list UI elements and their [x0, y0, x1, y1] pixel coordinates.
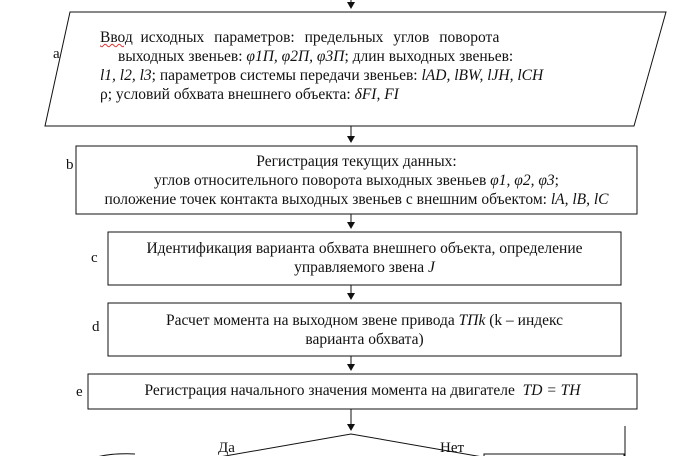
block-e-text: Регистрация начального значения момента на двигателе TD = TН: [144, 382, 581, 399]
block-d-label: d: [92, 319, 100, 335]
block-b-text: Регистрация текущих данных: углов относительного поворота выходных звеньев φ1, φ2, φ3; положение точек контакта выходных звеньев с внешним объектом: lA, lB, lC: [104, 153, 609, 208]
block-c-text: Идентификация варианта обхвата внешнего объекта, определение управляемого звена J: [146, 240, 583, 276]
block-b-label: b: [66, 157, 74, 173]
block-a-text: Ввод исходных параметров: предельных углов поворота выходных звеньев: φ1П, φ2П, φ3П; длин выходных звеньев: l1, l2, l3; параметров системы передачи звеньев: lAD, lBW, lJH, lCH ρ; условий обхвата внешнего объекта: δFI, FI: [100, 29, 544, 103]
block-c-label: c: [91, 250, 98, 266]
decision-yes-label: Да: [218, 440, 235, 456]
block-a-label: a: [53, 46, 60, 62]
decision-shape: [145, 434, 557, 456]
decision-no-label: Нет: [440, 440, 465, 456]
block-e-label: e: [76, 384, 83, 400]
block-d-text: Расчет момента на выходном звене привода TПk (k – индекс варианта обхвата): [165, 312, 564, 348]
